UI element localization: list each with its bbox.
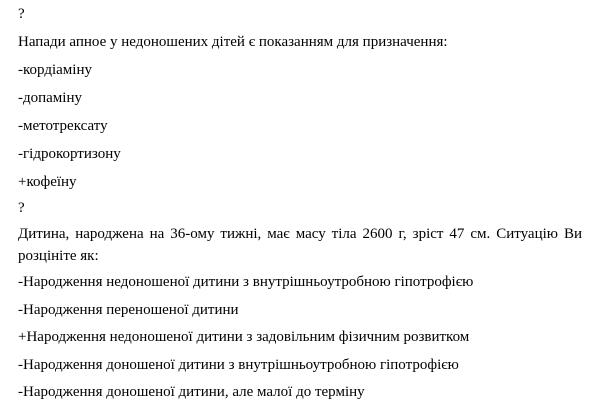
answer-option-correct: +Народження недоношеної дитини з задовільним фізичним розвитком xyxy=(18,329,470,345)
question-text-line-1: Дитина, народжена на 36-ому тижні, має масу тіла 2600 г, зріст 47 см. Ситуацію Ви xyxy=(18,226,582,242)
question-marker: ? xyxy=(18,6,25,22)
answer-option-correct: +кофеїну xyxy=(18,174,77,190)
question-text-line-2: розцініте як: xyxy=(18,248,99,264)
answer-option: -гідрокортизону xyxy=(18,146,121,162)
question-text: Напади апное у недоношених дітей є показанням для призначення: xyxy=(18,34,448,50)
answer-option: -допаміну xyxy=(18,90,82,106)
answer-option: -метотрексату xyxy=(18,118,108,134)
answer-option: -Народження доношеної дитини, але малої до терміну xyxy=(18,384,365,400)
question-marker: ? xyxy=(18,200,25,216)
answer-option: -Народження переношеної дитини xyxy=(18,302,239,318)
answer-option: -кордіаміну xyxy=(18,62,92,78)
answer-option: -Народження доношеної дитини з внутрішньоутробною гіпотрофією xyxy=(18,357,459,373)
answer-option: -Народження недоношеної дитини з внутрішньоутробною гіпотрофією xyxy=(18,274,474,290)
